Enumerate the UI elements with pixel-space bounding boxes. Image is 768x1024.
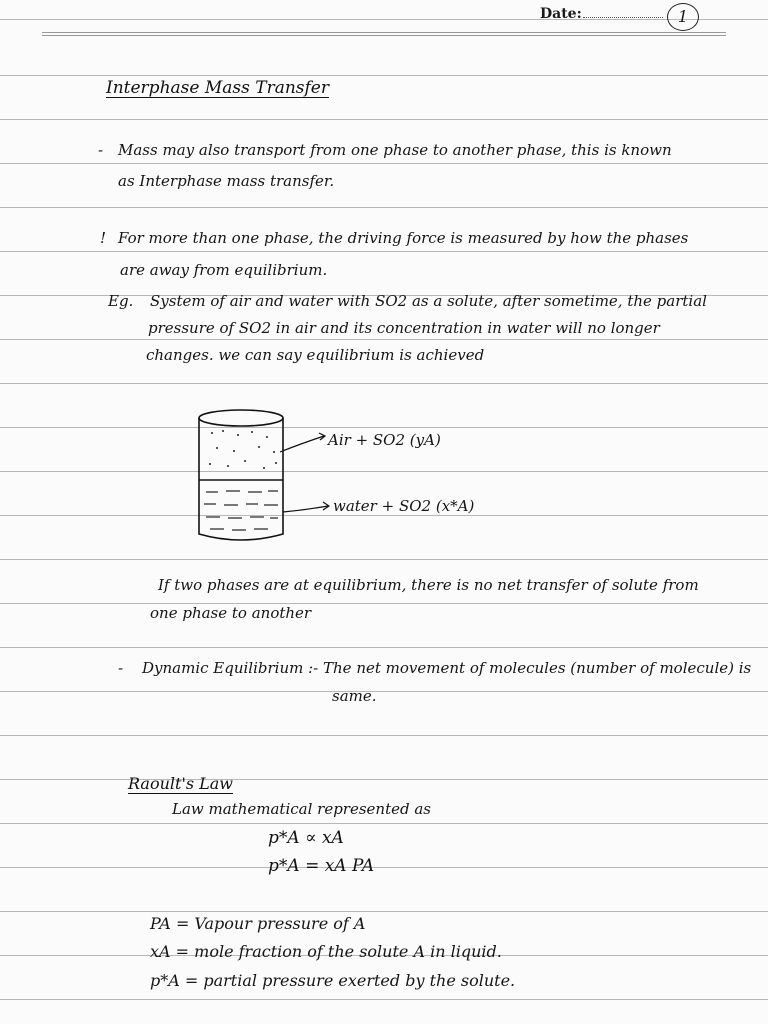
example-line1: System of air and water with SO2 as a solute, after sometime, the partial [150, 292, 707, 310]
dynamic-marker: - [118, 659, 124, 677]
definition-partial-pressure: p*A = partial pressure exerted by the solute. [150, 971, 516, 990]
bullet2-marker: ! [100, 229, 107, 247]
raoult-equation-equality: p*A = xA PA [268, 856, 375, 876]
raoult-equation-proportional: p*A ∝ xA [268, 828, 344, 848]
dynamic-line1: Dynamic Equilibrium :- The net movement of molecules (number of molecule) is [142, 659, 752, 677]
example-line2: pressure of SO2 in air and its concentration in water will no longer [148, 319, 660, 337]
equilibrium-note-line1: If two phases are at equilibrium, there is no net transfer of solute from [158, 576, 699, 594]
bullet1-line2: as Interphase mass transfer. [118, 172, 335, 190]
date-field-line [583, 17, 663, 18]
raoult-heading: Raoult's Law [128, 774, 233, 793]
bullet2-line1: For more than one phase, the driving force is measured by how the phases [118, 229, 689, 247]
date-label: Date: [540, 6, 582, 22]
page-title: Interphase Mass Transfer [106, 78, 329, 98]
bullet1-line1: Mass may also transport from one phase to another phase, this is known [118, 141, 672, 159]
page-number: 1 [667, 3, 699, 31]
bullet2-line2: are away from equilibrium. [120, 261, 328, 279]
example-label: Eg. [108, 292, 134, 310]
diagram-label-gas: Air + SO2 (yA) [328, 431, 441, 449]
example-line3: changes. we can say equilibrium is achieved [146, 346, 485, 364]
equilibrium-note-line2: one phase to another [150, 604, 312, 622]
vessel-diagram [190, 400, 330, 550]
definition-vapour-pressure: PA = Vapour pressure of A [150, 914, 366, 933]
dynamic-line2: same. [332, 687, 377, 705]
bullet1-marker: - [98, 141, 104, 159]
diagram-label-liquid: water + SO2 (x*A) [333, 497, 475, 515]
header-rule [42, 32, 726, 36]
raoult-intro: Law mathematical represented as [172, 800, 431, 818]
definition-mole-fraction: xA = mole fraction of the solute A in liquid. [150, 942, 502, 961]
